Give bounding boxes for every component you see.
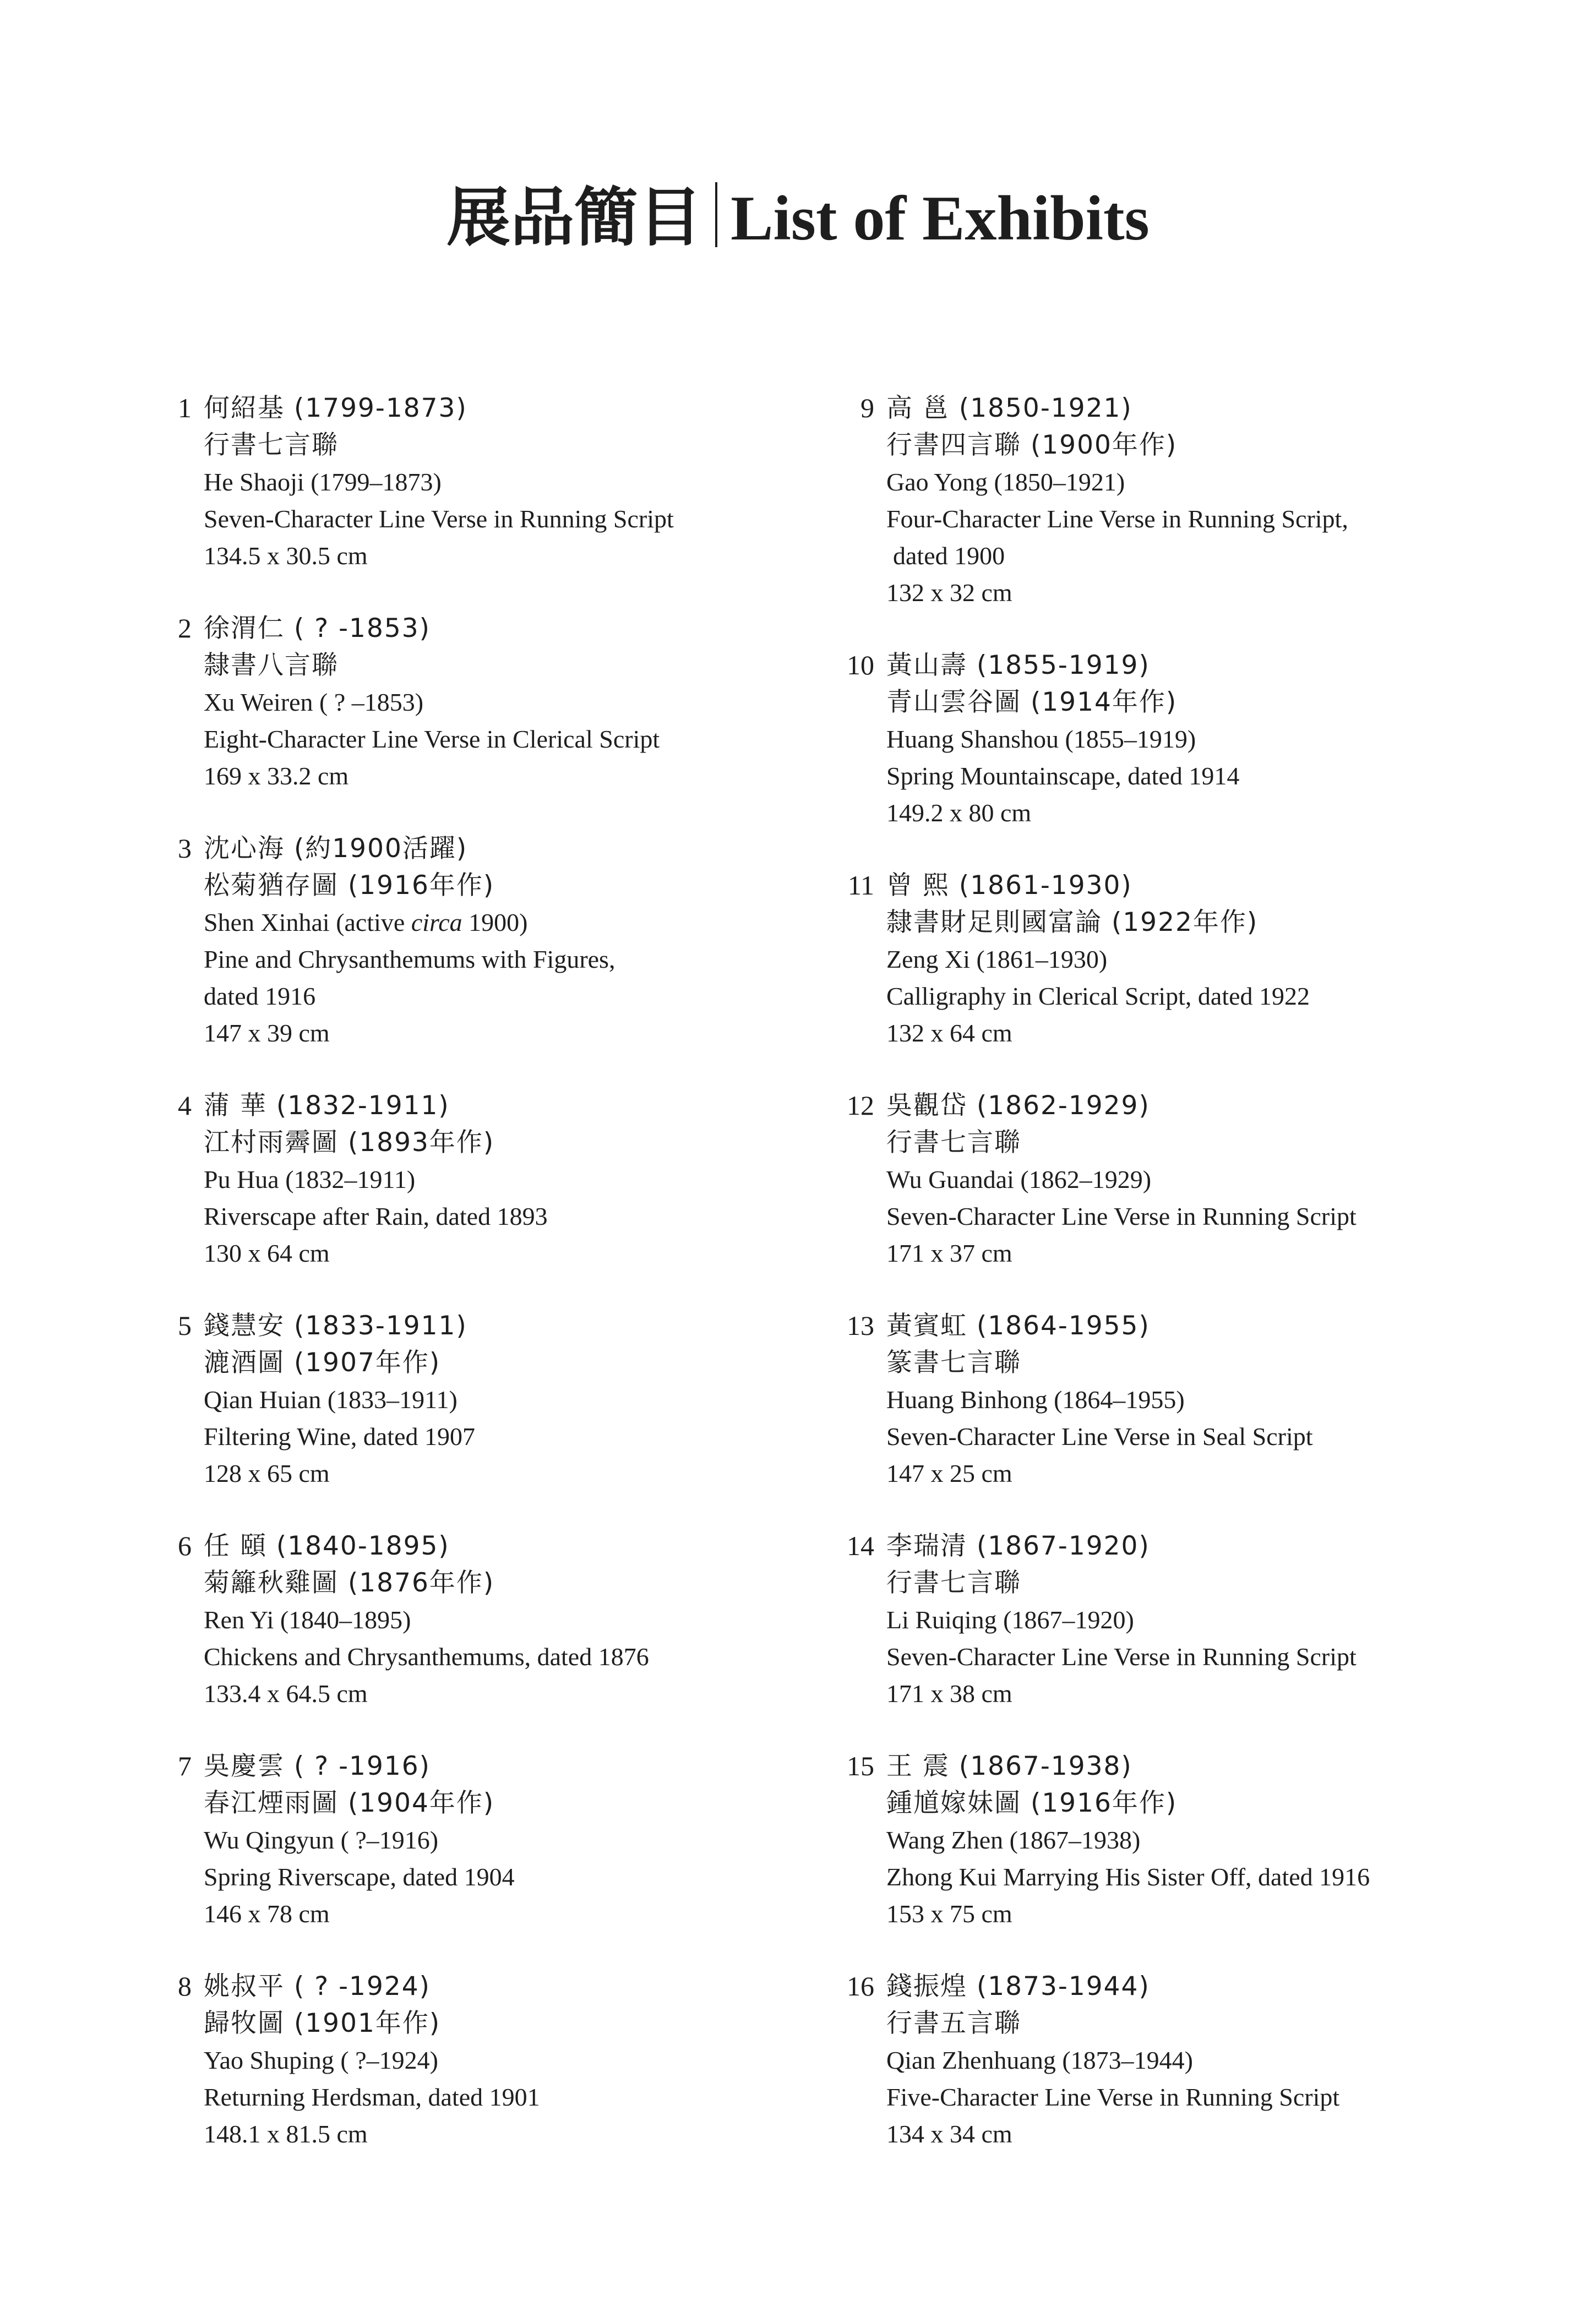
exhibit-number: 3 [178,833,192,864]
exhibit-entry [842,1528,1475,1712]
exhibit-list-right [842,390,1475,2152]
artist-name-zh: 任 頤 (1840-1895) [204,1531,450,1561]
exhibit-entry [160,390,793,574]
title-divider [715,182,717,247]
work-title-zh: 行書七言聯 [204,430,339,460]
exhibit-entry [160,1307,793,1492]
work-title-zh: 隸書八言聯 [204,650,339,680]
artist-name-en: Huang Shanshou (1855–1919) [886,725,1196,753]
work-title-en-continued: dated 1900 [893,542,1005,570]
artist-name-zh: 錢振煌 (1873-1944) [886,1971,1150,2002]
artist-name-en: Wu Guandai (1862–1929) [886,1165,1152,1193]
work-title-zh: 篆書七言聯 [886,1348,1021,1378]
artist-name-en: Gao Yong (1850–1921) [886,468,1125,496]
exhibit-number: 7 [178,1751,192,1781]
artist-name-en: Xu Weiren ( ? –1853) [204,688,424,716]
work-title-en: Five-Character Line Verse in Running Script [886,2083,1340,2111]
dimensions: 147 x 25 cm [886,1459,1012,1487]
work-title-en: Seven-Character Line Verse in Running Script [886,1643,1357,1671]
artist-name-zh: 王 震 (1867-1938) [886,1751,1132,1781]
work-title-zh: 漉酒圖 (1907年作) [204,1348,441,1378]
page-title [0,176,1596,260]
artist-name-en: Wu Qingyun ( ?–1916) [204,1826,439,1854]
artist-name-zh: 吳觀岱 (1862-1929) [886,1090,1150,1121]
dimensions: 153 x 75 cm [886,1900,1012,1928]
exhibit-entry [842,867,1475,1051]
exhibit-entry [842,390,1475,611]
artist-name-zh: 錢慧安 (1833-1911) [204,1311,467,1341]
work-title-en: Four-Character Line Verse in Running Script, [886,505,1348,533]
dimensions: 149.2 x 80 cm [886,799,1032,827]
exhibit-entry [160,1087,793,1272]
work-title-en: Returning Herdsman, dated 1901 [204,2083,540,2111]
dimensions: 146 x 78 cm [204,1900,330,1928]
exhibit-entry [842,1748,1475,1932]
work-title-en: Seven-Character Line Verse in Running Script [204,505,674,533]
artist-name-en: Li Ruiqing (1867–1920) [886,1606,1134,1634]
exhibit-number: 14 [847,1530,874,1561]
artist-name-en: Qian Zhenhuang (1873–1944) [886,2046,1193,2074]
exhibit-entry [842,647,1475,831]
artist-name-en: Pu Hua (1832–1911) [204,1165,416,1193]
artist-name-en: Ren Yi (1840–1895) [204,1606,411,1634]
artist-name-zh: 蒲 華 (1832-1911) [204,1090,450,1121]
exhibit-entry [842,1087,1475,1272]
work-title-zh: 行書五言聯 [886,2008,1021,2038]
exhibit-list-left [160,390,793,2152]
exhibit-entry [160,1528,793,1712]
dimensions: 130 x 64 cm [204,1239,330,1267]
work-title-zh: 歸牧圖 (1901年作) [204,2008,441,2038]
dimensions: 133.4 x 64.5 cm [204,1680,368,1708]
exhibit-entry [160,610,793,794]
artist-name-zh: 高 邕 (1850-1921) [886,393,1132,423]
work-title-en: Seven-Character Line Verse in Seal Script [886,1422,1313,1451]
exhibit-number: 12 [847,1090,874,1121]
exhibit-number: 15 [847,1751,874,1781]
work-title-zh: 行書四言聯 (1900年作) [886,430,1178,460]
exhibit-number: 11 [847,870,874,901]
work-title-zh: 青山雲谷圖 (1914年作) [886,687,1178,717]
dimensions: 134 x 34 cm [886,2120,1012,2148]
exhibit-number: 6 [178,1530,192,1561]
work-title-en: Pine and Chrysanthemums with Figures, [204,945,615,973]
exhibit-entry [160,1748,793,1932]
work-title-zh: 鍾馗嫁妹圖 (1916年作) [886,1788,1178,1818]
exhibit-entry [160,830,793,1051]
artist-name-en: He Shaoji (1799–1873) [204,468,442,496]
dimensions: 134.5 x 30.5 cm [204,542,368,570]
work-title-zh: 江村雨霽圖 (1893年作) [204,1127,495,1158]
artist-name-zh: 黃賓虹 (1864-1955) [886,1311,1150,1341]
dimensions: 132 x 32 cm [886,579,1012,607]
exhibit-entry [160,1968,793,2152]
artist-name-zh: 姚叔平 ( ? -1924) [204,1971,431,2002]
artist-name-en: Wang Zhen (1867–1938) [886,1826,1141,1854]
work-title-en: Chickens and Chrysanthemums, dated 1876 [204,1643,649,1671]
dimensions: 171 x 38 cm [886,1680,1012,1708]
artist-name-zh: 吳慶雲 ( ? -1916) [204,1751,431,1781]
exhibit-number: 2 [178,613,192,644]
exhibit-number: 4 [178,1090,192,1121]
exhibit-number: 10 [847,650,874,680]
artist-name-zh: 徐渭仁 ( ? -1853) [204,613,431,644]
exhibit-number: 8 [178,1971,192,2002]
exhibit-entry [842,1307,1475,1492]
artist-name-en: Yao Shuping ( ?–1924) [204,2046,438,2074]
artist-name-zh: 李瑞清 (1867-1920) [886,1531,1150,1561]
artist-name-en: Shen Xinhai (active circa 1900) [204,908,528,936]
artist-name-zh: 黃山壽 (1855-1919) [886,650,1150,680]
exhibit-entry [842,1968,1475,2152]
dimensions: 132 x 64 cm [886,1019,1012,1047]
work-title-en-continued: dated 1916 [204,982,316,1010]
work-title-zh: 松菊猶存圖 (1916年作) [204,870,495,901]
work-title-zh: 菊籬秋雞圖 (1876年作) [204,1568,495,1598]
work-title-zh: 隸書財足則國富論 (1922年作) [886,907,1259,937]
artist-name-zh: 沈心海 (約1900活躍) [204,833,468,864]
work-title-en: Filtering Wine, dated 1907 [204,1422,475,1451]
artist-name-en: Huang Binhong (1864–1955) [886,1386,1185,1414]
artist-name-zh: 何紹基 (1799-1873) [204,393,467,423]
artist-name-en: Zeng Xi (1861–1930) [886,945,1108,973]
exhibit-number: 5 [178,1310,192,1341]
artist-name-zh: 曾 熙 (1861-1930) [886,870,1132,901]
work-title-zh: 行書七言聯 [886,1127,1021,1158]
exhibit-number: 16 [847,1971,874,2002]
dimensions: 148.1 x 81.5 cm [204,2120,368,2148]
page-title-en: List of Exhibits [731,183,1150,254]
work-title-zh: 行書七言聯 [886,1568,1021,1598]
work-title-zh: 春江煙雨圖 (1904年作) [204,1788,495,1818]
work-title-en: Calligraphy in Clerical Script, dated 1922 [886,982,1310,1010]
exhibit-number: 1 [178,392,192,423]
page-title-zh: 展品簡目 [446,181,702,255]
exhibit-number: 13 [847,1310,874,1341]
exhibit-number: 9 [860,392,874,423]
artist-name-en: Qian Huian (1833–1911) [204,1386,457,1414]
dimensions: 169 x 33.2 cm [204,762,349,790]
work-title-en: Spring Riverscape, dated 1904 [204,1863,515,1891]
dimensions: 128 x 65 cm [204,1459,330,1487]
work-title-en: Seven-Character Line Verse in Running Script [886,1202,1357,1230]
work-title-en: Zhong Kui Marrying His Sister Off, dated 1916 [886,1863,1370,1891]
work-title-en: Spring Mountainscape, dated 1914 [886,762,1240,790]
dimensions: 171 x 37 cm [886,1239,1012,1267]
dimensions: 147 x 39 cm [204,1019,330,1047]
work-title-en: Eight-Character Line Verse in Clerical Script [204,725,660,753]
work-title-en: Riverscape after Rain, dated 1893 [204,1202,548,1230]
